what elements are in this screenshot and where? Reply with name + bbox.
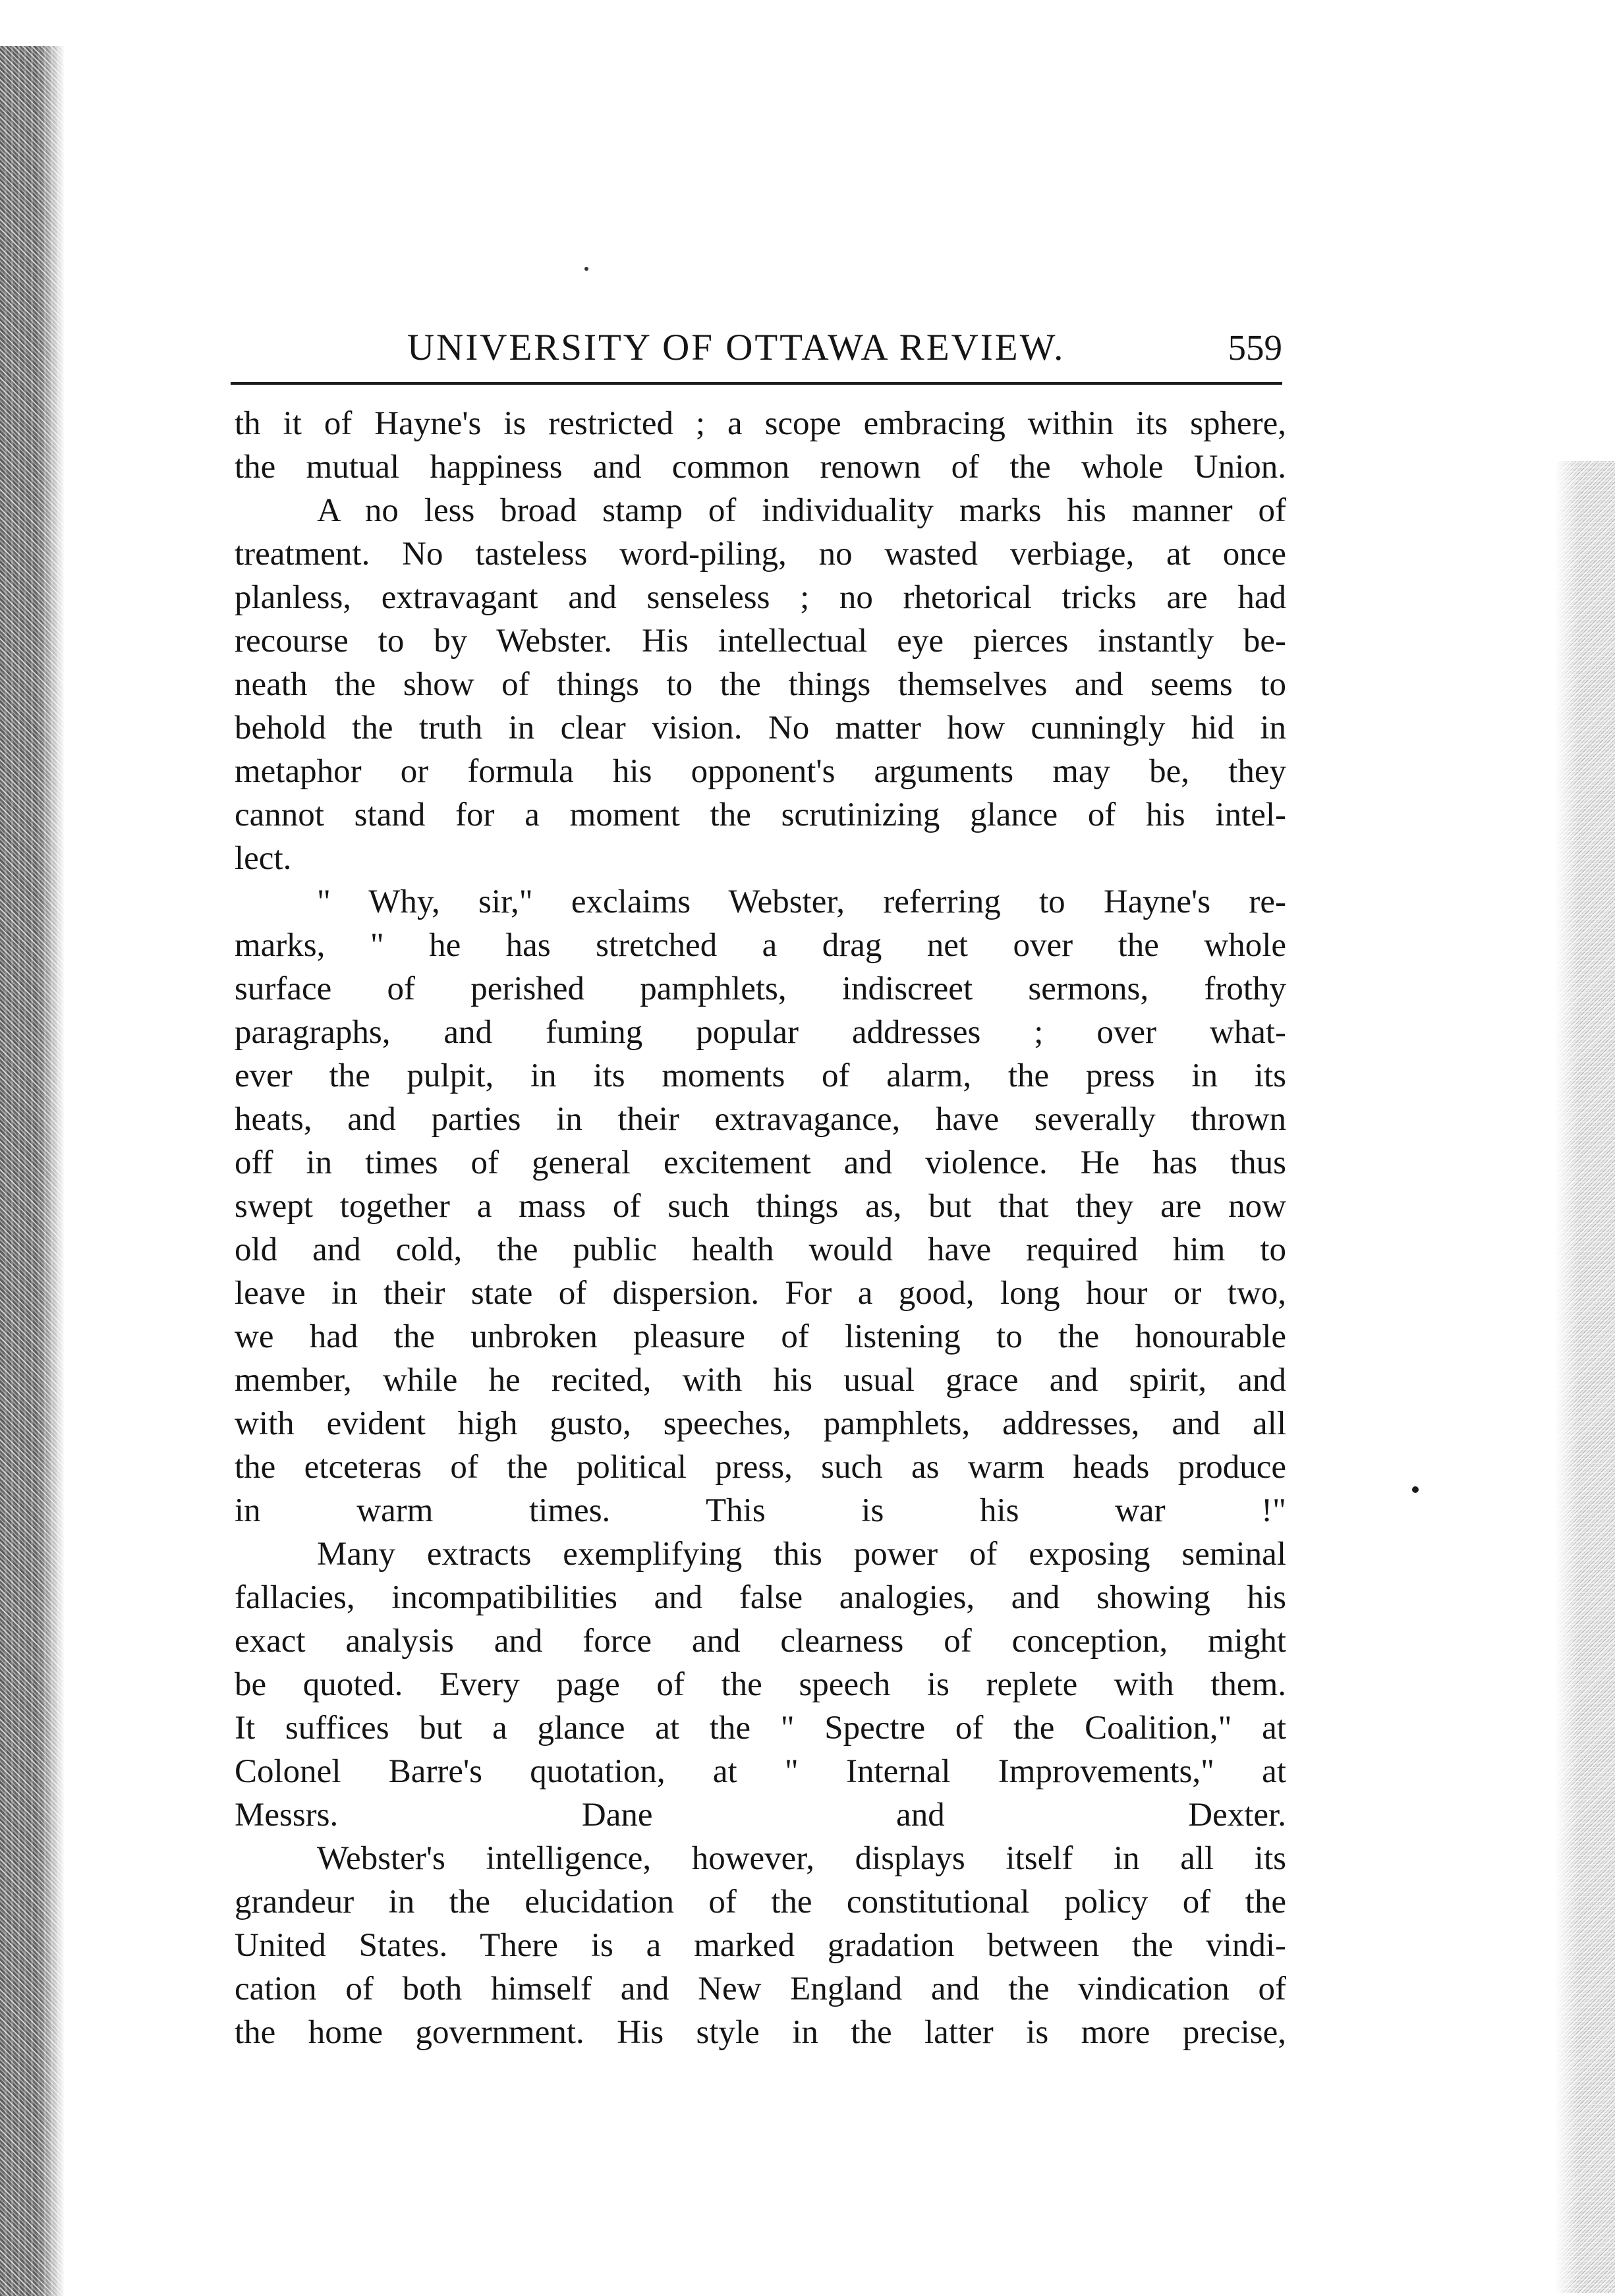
text-line: th it of Hayne's is restricted ; a scope embracing within its sphere, [235, 405, 1286, 442]
text-line: member, while he recited, with his usual grace and spirit, and [235, 1362, 1286, 1399]
text-line: Webster's intelligence, however, displays itself in all its [317, 1840, 1286, 1877]
text-line: exact analysis and force and clearness of conception, might [235, 1623, 1286, 1660]
text-line: United States. There is a marked gradation between the vindi- [235, 1927, 1286, 1964]
text-line: the mutual happiness and common renown of the whole Union. [235, 449, 1286, 486]
text-line: behold the truth in clear vision. No matter how cunningly hid in [235, 710, 1286, 746]
text-line: paragraphs, and fuming popular addresses ; over what- [235, 1014, 1286, 1051]
text-line: off in times of general excitement and violence. He has thus [235, 1144, 1286, 1181]
header-rule [231, 382, 1282, 385]
text-line: heats, and parties in their extravagance, have severally thrown [235, 1101, 1286, 1138]
text-line: old and cold, the public health would have required him to [235, 1231, 1286, 1268]
text-line: be quoted. Every page of the speech is replete with them. [235, 1666, 1286, 1703]
paragraph [235, 489, 1286, 880]
running-header [231, 318, 1282, 378]
paragraph [235, 880, 1286, 1532]
ink-speck [584, 267, 588, 271]
text-line: surface of perished pamphlets, indiscreet sermons, frothy [235, 970, 1286, 1007]
text-line: planless, extravagant and senseless ; no rhetorical tricks are had [235, 579, 1286, 616]
text-line: Colonel Barre's quotation, at " Internal Improvements," at [235, 1753, 1286, 1790]
text-line: treatment. No tasteless word-piling, no wasted verbiage, at once [235, 536, 1286, 573]
text-line: recourse to by Webster. His intellectual eye pierces instantly be- [235, 623, 1286, 659]
text-line: the home government. His style in the latter is more precise, [235, 2014, 1286, 2051]
text-line: marks, " he has stretched a drag net over the whole [235, 927, 1286, 964]
text-line: cation of both himself and New England and the vindication of [235, 1971, 1286, 2007]
text-line: ever the pulpit, in its moments of alarm, the press in its [235, 1057, 1286, 1094]
text-line: neath the show of things to the things themselves and seems to [235, 666, 1286, 703]
text-line: Messrs. Dane and Dexter. [235, 1797, 1286, 1834]
text-line: It suffices but a glance at the " Spectre of the Coalition," at [235, 1710, 1286, 1747]
paragraph [235, 1837, 1286, 2054]
margin-dot [1412, 1486, 1419, 1493]
text-line: swept together a mass of such things as, but that they are now [235, 1188, 1286, 1225]
text-line: metaphor or formula his opponent's arguments may be, they [235, 753, 1286, 790]
text-line: we had the unbroken pleasure of listening to the honourable [235, 1318, 1286, 1355]
text-line: Many extracts exemplifying this power of exposing seminal [317, 1536, 1286, 1573]
journal-title: UNIVERSITY OF OTTAWA REVIEW. [407, 327, 1065, 368]
text-line: A no less broad stamp of individuality marks his manner of [317, 492, 1286, 529]
binding-edge-right [1555, 461, 1615, 2293]
text-line: in warm times. This is his war !" [235, 1492, 1286, 1529]
paragraph [235, 402, 1286, 489]
text-line: grandeur in the elucidation of the constitutional policy of the [235, 1884, 1286, 1920]
text-line: fallacies, incompatibilities and false analogies, and showing his [235, 1579, 1286, 1616]
text-line: lect. [235, 840, 292, 877]
article-body [235, 402, 1286, 2054]
text-line: the etceteras of the political press, such as warm heads produce [235, 1449, 1286, 1486]
binding-edge-left [0, 46, 65, 2296]
text-line: cannot stand for a moment the scrutinizing glance of his intel- [235, 797, 1286, 833]
text-line: " Why, sir," exclaims Webster, referring to Hayne's re- [317, 883, 1286, 920]
text-line: with evident high gusto, speeches, pamphlets, addresses, and all [235, 1405, 1286, 1442]
page-number: 559 [1228, 327, 1282, 368]
text-line: leave in their state of dispersion. For a good, long hour or two, [235, 1275, 1286, 1312]
paragraph [235, 1532, 1286, 1837]
